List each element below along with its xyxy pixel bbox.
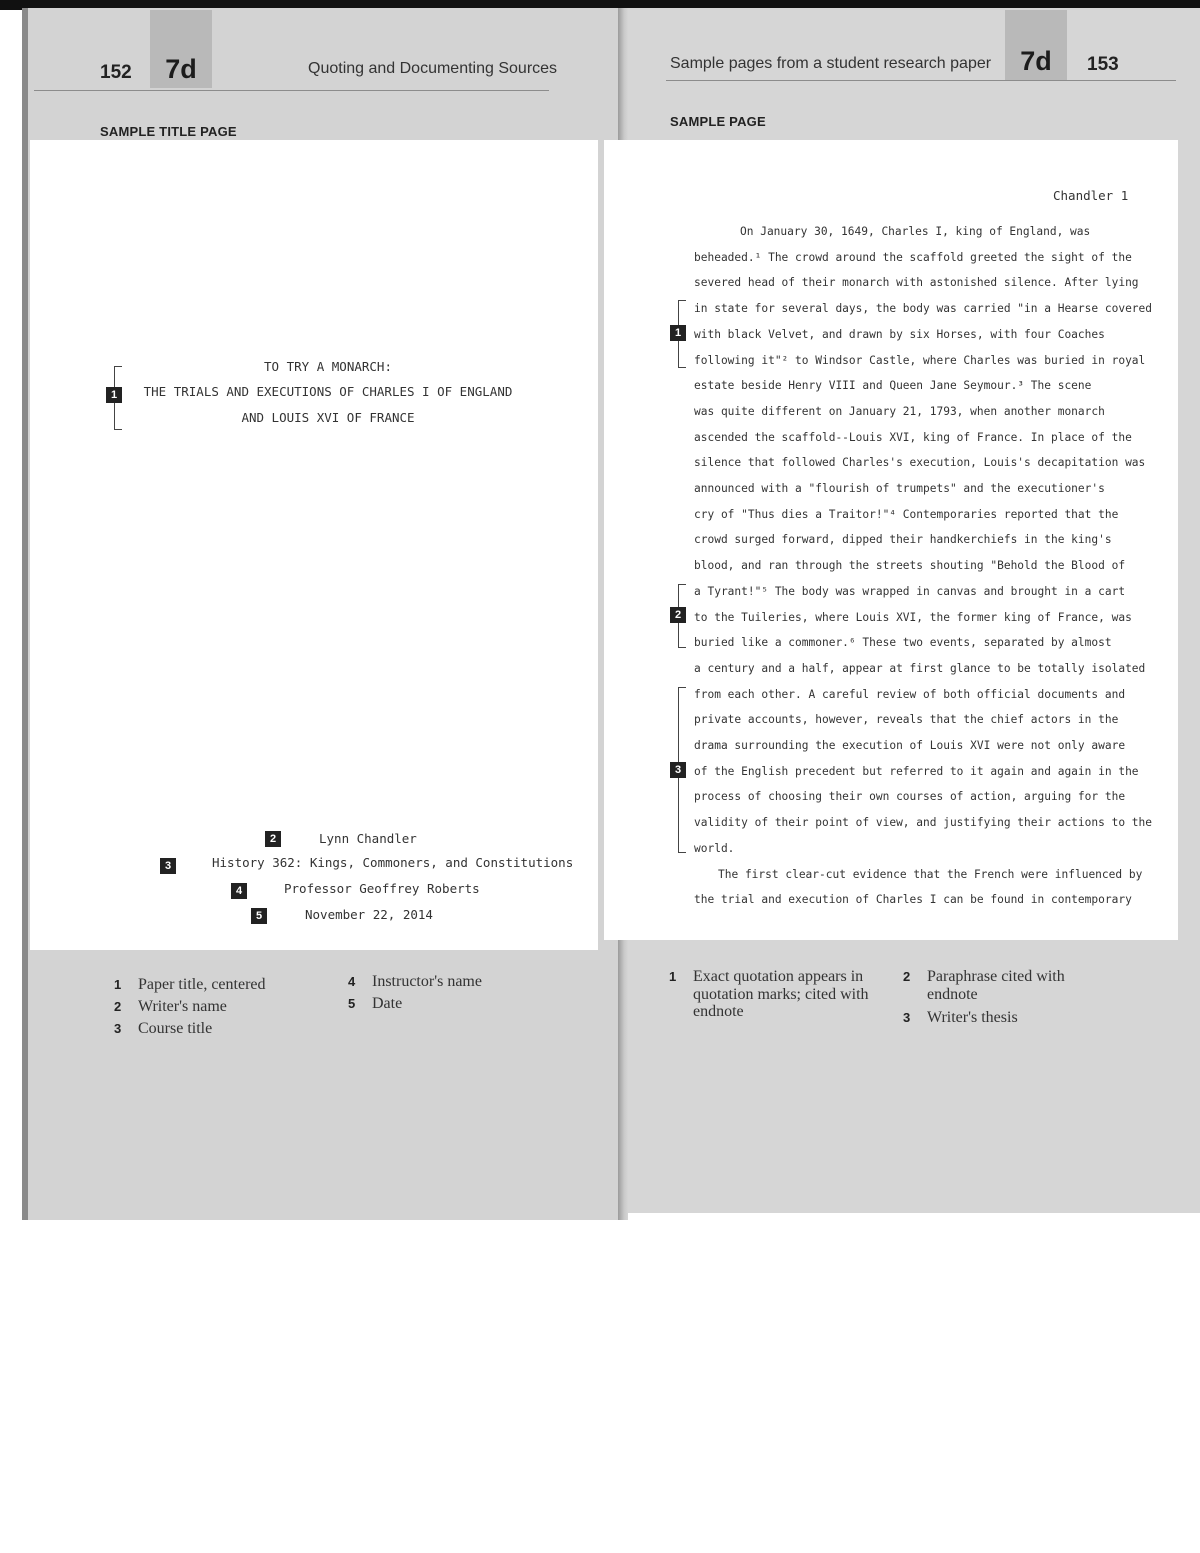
note-number: 3 (903, 1010, 911, 1025)
note-item (903, 968, 1103, 1003)
right-header-rule (666, 80, 1176, 81)
note-text: Paraphrase cited with endnote (927, 968, 1065, 1003)
essay-line: following it"² to Windsor Castle, where Charles was buried in royal (694, 353, 1146, 367)
essay-line: private accounts, however, reveals that the chief actors in the (694, 713, 1119, 727)
note-item (348, 993, 548, 1015)
callout-badge-1: 1 (106, 387, 122, 403)
note-item (669, 968, 883, 1021)
note-number: 2 (903, 969, 911, 984)
essay-line: severed head of their monarch with astonished silence. After lying (694, 276, 1139, 290)
essay-line: buried like a commoner.⁶ These two events, separated by almost (694, 636, 1112, 650)
note-number: 3 (114, 1021, 122, 1036)
essay-line: to the Tuileries, where Louis XVI, the former king of France, was (694, 610, 1132, 624)
paper-title-line-3: AND LOUIS XVI OF FRANCE (241, 410, 415, 425)
callout-badge-4: 4 (231, 883, 247, 899)
paper-title-line-2: THE TRIALS AND EXECUTIONS OF CHARLES I OF ENGLAND (143, 384, 513, 399)
essay-line: crowd surged forward, dipped their handkerchiefs in the king's (694, 533, 1112, 547)
right-running-head: Sample pages from a student research paper (670, 55, 992, 72)
left-header-rule (34, 90, 549, 91)
note-number: 2 (114, 999, 122, 1014)
right-page-number: 153 (1087, 54, 1119, 75)
essay-line: the trial and execution of Charles I can be found in contemporary (694, 893, 1132, 907)
note-number: 1 (114, 977, 122, 992)
essay-callout-badge-3: 3 (670, 762, 686, 778)
note-text: Course title (138, 1020, 213, 1037)
note-item (114, 974, 314, 996)
essay-line: ascended the scaffold--Louis XVI, king of France. In place of the (694, 430, 1132, 444)
note-item (114, 1018, 314, 1040)
note-text: Writer's thesis (927, 1009, 1018, 1026)
callout-badge-3: 3 (160, 858, 176, 874)
essay-line: of the English precedent but referred to it again and again in the (694, 764, 1139, 778)
note-item (114, 996, 314, 1018)
sample-page-label: SAMPLE PAGE (670, 114, 766, 129)
left-page-number: 152 (100, 62, 132, 83)
right-notes-col-2 (903, 968, 1103, 1027)
note-number: 5 (348, 996, 356, 1011)
essay-body (694, 219, 1153, 913)
left-notes-col-2 (348, 971, 548, 1015)
note-text: Date (372, 995, 403, 1012)
note-text: Instructor's name (372, 973, 482, 990)
essay-line: with black Velvet, and drawn by six Horses, with four Coaches (694, 327, 1105, 341)
sample-title-page-label: SAMPLE TITLE PAGE (100, 124, 237, 139)
paper-title-line-1: TO TRY A MONARCH: (264, 359, 392, 374)
paper-running-header: Chandler 1 (1053, 188, 1129, 203)
note-number: 4 (348, 974, 356, 989)
left-section-tab: 7d (150, 10, 212, 88)
course-title: History 362: Kings, Commoners, and Constitutions (212, 855, 574, 870)
essay-line: blood, and ran through the streets shouting "Behold the Blood of (694, 559, 1126, 573)
essay-line: in state for several days, the body was carried "in a Hearse covered (694, 302, 1153, 316)
note-text: Writer's name (138, 998, 227, 1015)
essay-line: The first clear-cut evidence that the French were influenced by (718, 867, 1143, 881)
essay-line: a century and a half, appear at first glance to be totally isolated (694, 661, 1146, 675)
essay-line: silence that followed Charles's execution, Louis's decapitation was (694, 456, 1146, 470)
note-text: Paper title, centered (138, 976, 266, 993)
note-number: 1 (669, 969, 677, 984)
essay-line: from each other. A careful review of both official documents and (694, 687, 1126, 701)
callout-badge-2: 2 (265, 831, 281, 847)
essay-line: was quite different on January 21, 1793, when another monarch (694, 404, 1105, 418)
essay-line: process of choosing their own courses of action, arguing for the (694, 790, 1126, 804)
essay-line: world. (694, 841, 735, 855)
title-page-sheet (30, 140, 598, 950)
left-running-head: Quoting and Documenting Sources (308, 60, 558, 77)
essay-line: cry of "Thus dies a Traitor!"⁴ Contemporaries reported that the (694, 507, 1119, 521)
callout-badge-5: 5 (251, 908, 267, 924)
essay-line: validity of their point of view, and justifying their actions to the (694, 816, 1153, 830)
essay-callout-badge-2: 2 (670, 607, 686, 623)
essay-line: On January 30, 1649, Charles I, king of England, was (740, 225, 1091, 238)
left-notes-col-1 (114, 974, 314, 1040)
instructor-name: Professor Geoffrey Roberts (284, 881, 480, 896)
essay-line: announced with a "flourish of trumpets" and the executioner's (694, 482, 1105, 496)
essay-line: drama surrounding the execution of Louis XVI were not only aware (694, 739, 1126, 753)
right-notes-col-1 (669, 968, 883, 1021)
paper-date: November 22, 2014 (305, 907, 433, 922)
essay-callout-badge-1: 1 (670, 325, 686, 341)
note-item (903, 1009, 1103, 1027)
essay-line: beheaded.¹ The crowd around the scaffold greeted the sight of the (694, 250, 1132, 264)
essay-line: estate beside Henry VIII and Queen Jane Seymour.³ The scene (694, 379, 1092, 393)
right-section-tab: 7d (1005, 10, 1067, 80)
note-text: Exact quotation appears in quotation marks; cited with endnote (693, 968, 869, 1020)
essay-line: a Tyrant!"⁵ The body was wrapped in canvas and brought in a cart (694, 584, 1126, 598)
author-name: Lynn Chandler (319, 831, 417, 846)
note-item (348, 971, 548, 993)
